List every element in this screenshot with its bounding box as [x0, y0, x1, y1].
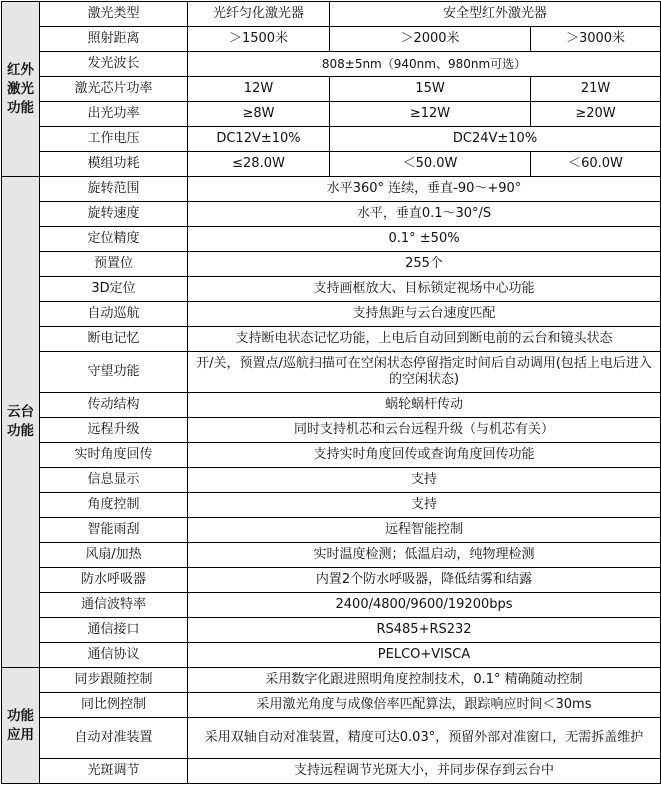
row-laser-type — [2, 2, 661, 27]
label-chip-power: 激光芯片功率 — [40, 77, 188, 102]
row-wavelength — [2, 52, 661, 77]
label-laser-type: 激光类型 — [40, 2, 188, 27]
row-label: 自动对准装置 — [40, 718, 188, 759]
table-row — [2, 443, 661, 468]
table-row — [2, 618, 661, 643]
row-value: 支持远程调节光斑大小，并同步保存到云台中 — [188, 759, 661, 784]
label-voltage: 工作电压 — [40, 127, 188, 152]
table-row — [2, 759, 661, 784]
row-value: 蜗轮蜗杆传动 — [188, 393, 661, 418]
table-row — [2, 493, 661, 518]
category-ptz: 云台功能 — [2, 177, 40, 668]
value-chip-b: 15W — [330, 77, 531, 102]
spec-table — [1, 1, 661, 784]
row-value: 开/关，预置点/巡航扫描可在空闲状态停留指定时间后自动调用(包括上电后进入的空闲状态) — [188, 352, 661, 393]
row-chip-power — [2, 77, 661, 102]
row-output-power — [2, 102, 661, 127]
row-value: 支持实时角度回传或查询角度回传功能 — [188, 443, 661, 468]
row-label: 通信接口 — [40, 618, 188, 643]
row-value: 支持断电状态记忆功能，上电后自动回到断电前的云台和镜头状态 — [188, 327, 661, 352]
row-label: 3D定位 — [40, 277, 188, 302]
value-range-b: ＞2000米 — [330, 27, 531, 52]
row-label: 旋转范围 — [40, 177, 188, 202]
value-laser-type-ir: 安全型红外激光器 — [330, 2, 661, 27]
value-range-a: ＞1500米 — [188, 27, 330, 52]
value-chip-c: 21W — [531, 77, 661, 102]
row-label: 通信协议 — [40, 643, 188, 668]
row-voltage — [2, 127, 661, 152]
row-range — [2, 27, 661, 52]
row-label: 光斑调节 — [40, 759, 188, 784]
row-label: 实时角度回传 — [40, 443, 188, 468]
label-output-power: 出光功率 — [40, 102, 188, 127]
row-value: 内置2个防水呼吸器，降低结雾和结露 — [188, 568, 661, 593]
table-row — [2, 177, 661, 202]
row-label: 风扇/加热 — [40, 543, 188, 568]
table-row — [2, 643, 661, 668]
table-row — [2, 327, 661, 352]
value-range-c: ＞3000米 — [531, 27, 661, 52]
table-row — [2, 393, 661, 418]
row-value: 支持画框放大、目标锁定视场中心功能 — [188, 277, 661, 302]
row-label: 智能雨刮 — [40, 518, 188, 543]
table-row — [2, 593, 661, 618]
row-label: 远程升级 — [40, 418, 188, 443]
table-row — [2, 543, 661, 568]
row-value: 0.1° ±50% — [188, 227, 661, 252]
row-label: 信息显示 — [40, 468, 188, 493]
row-label: 同比例控制 — [40, 693, 188, 718]
table-row — [2, 418, 661, 443]
row-label: 预置位 — [40, 252, 188, 277]
row-label: 断电记忆 — [40, 327, 188, 352]
row-label: 通信波特率 — [40, 593, 188, 618]
row-label: 守望功能 — [40, 352, 188, 393]
row-label: 旋转速度 — [40, 202, 188, 227]
row-value: 采用双轴自动对准装置，精度可达0.03°，预留外部对准窗口，无需拆盖维护 — [188, 718, 661, 759]
value-laser-type-fiber: 光纤匀化激光器 — [188, 2, 330, 27]
row-label: 角度控制 — [40, 493, 188, 518]
row-value: 支持焦距与云台速度匹配 — [188, 302, 661, 327]
row-value: 远程智能控制 — [188, 518, 661, 543]
row-value: 2400/4800/9600/19200bps — [188, 593, 661, 618]
value-wavelength: 808±5nm（940nm、980nm可选） — [188, 52, 661, 77]
value-power-b: ＜50.0W — [330, 152, 531, 177]
row-label: 传动结构 — [40, 393, 188, 418]
value-power-a: ≤28.0W — [188, 152, 330, 177]
table-row — [2, 693, 661, 718]
table-row — [2, 277, 661, 302]
table-row — [2, 468, 661, 493]
table-row — [2, 568, 661, 593]
table-row — [2, 518, 661, 543]
row-label: 防水呼吸器 — [40, 568, 188, 593]
row-value: RS485+RS232 — [188, 618, 661, 643]
row-value: 支持 — [188, 493, 661, 518]
value-voltage-a: DC12V±10% — [188, 127, 330, 152]
value-output-a: ≥8W — [188, 102, 330, 127]
row-value: 采用激光角度与成像倍率匹配算法，跟踪响应时间＜30ms — [188, 693, 661, 718]
value-output-c: ≥20W — [531, 102, 661, 127]
row-value: 实时温度检测；低温启动，纯物理检测 — [188, 543, 661, 568]
row-value: 同时支持机芯和云台远程升级（与机芯有关） — [188, 418, 661, 443]
row-value: 255个 — [188, 252, 661, 277]
table-row — [2, 252, 661, 277]
value-output-b: ≥12W — [330, 102, 531, 127]
label-module-power: 模组功耗 — [40, 152, 188, 177]
row-module-power — [2, 152, 661, 177]
label-range: 照射距离 — [40, 27, 188, 52]
row-label: 自动巡航 — [40, 302, 188, 327]
table-row — [2, 227, 661, 252]
row-value: 采用数字化跟进照明角度控制技术，0.1° 精确随动控制 — [188, 668, 661, 693]
category-laser: 红外激光功能 — [2, 2, 40, 177]
row-label: 同步跟随控制 — [40, 668, 188, 693]
row-value: 支持 — [188, 468, 661, 493]
value-chip-a: 12W — [188, 77, 330, 102]
table-row — [2, 718, 661, 759]
row-label: 定位精度 — [40, 227, 188, 252]
row-value: 水平360° 连续，垂直-90～+90° — [188, 177, 661, 202]
table-row — [2, 302, 661, 327]
table-row — [2, 668, 661, 693]
value-voltage-b: DC24V±10% — [330, 127, 661, 152]
table-row — [2, 202, 661, 227]
category-application: 功能应用 — [2, 668, 40, 784]
row-value: PELCO+VISCA — [188, 643, 661, 668]
row-value: 水平，垂直0.1～30°/S — [188, 202, 661, 227]
value-power-c: ＜60.0W — [531, 152, 661, 177]
table-row — [2, 352, 661, 393]
label-wavelength: 发光波长 — [40, 52, 188, 77]
